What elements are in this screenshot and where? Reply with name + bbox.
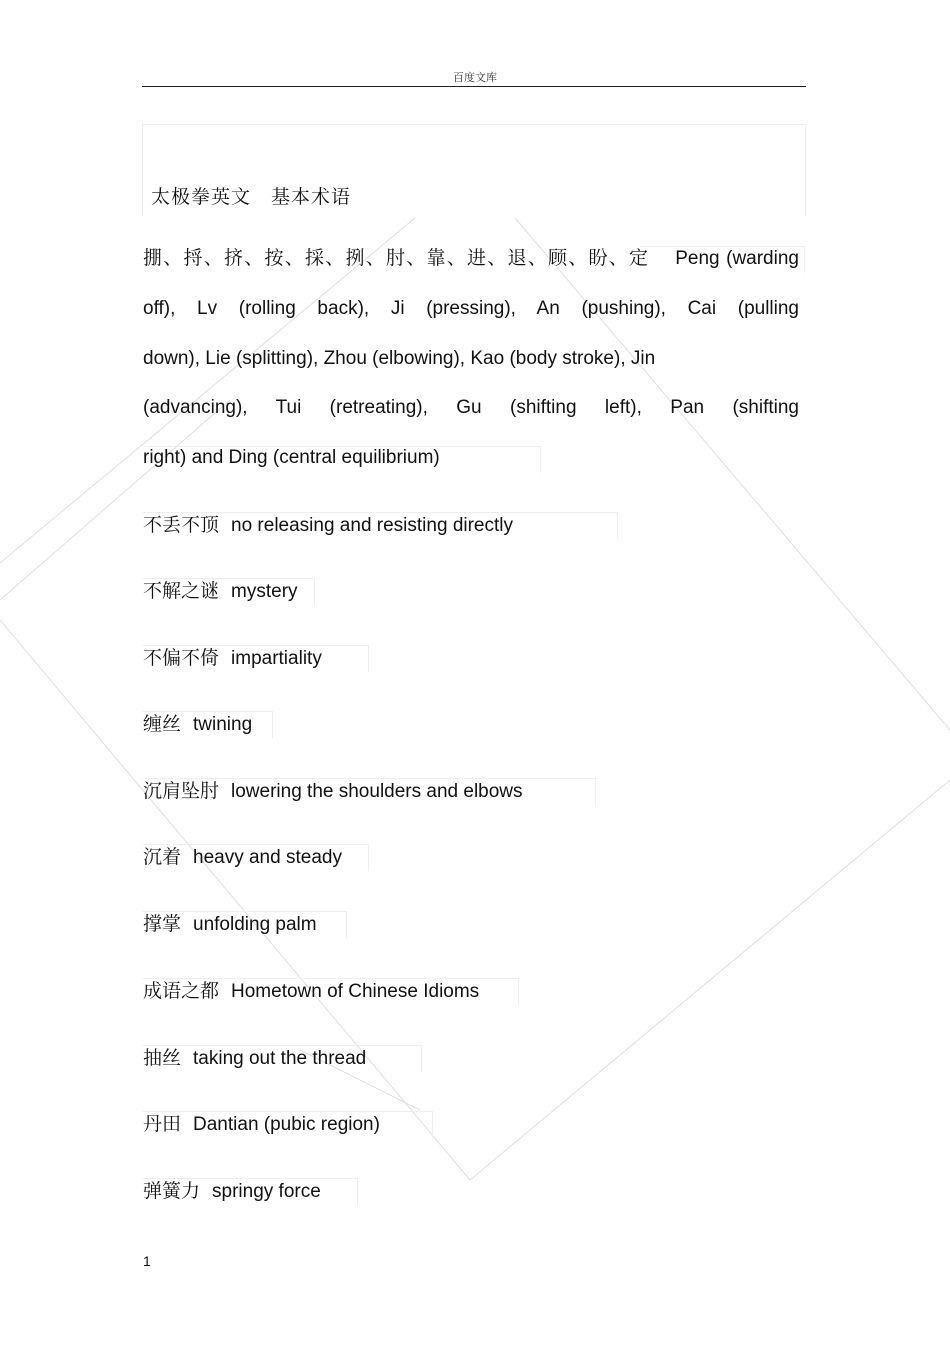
- term-zh: 沉着: [143, 846, 182, 868]
- term-en: Dantian (pubic region): [193, 1114, 380, 1135]
- term-item: [143, 844, 342, 871]
- term-zh: 成语之都: [143, 980, 220, 1002]
- term-item: [143, 1045, 366, 1072]
- term-zh: 丹田: [143, 1113, 182, 1135]
- header-rule: [142, 86, 806, 87]
- term-item: [143, 778, 523, 805]
- term-en: twining: [193, 714, 253, 735]
- term-item: [143, 1111, 380, 1138]
- term-en: unfolding palm: [193, 914, 317, 935]
- term-zh: 弹簧力: [143, 1180, 201, 1202]
- term-zh: 缠丝: [143, 713, 182, 735]
- paragraph-en: Peng (warding: [675, 248, 799, 269]
- term-item: [143, 978, 479, 1005]
- term-en: taking out the thread: [193, 1048, 367, 1069]
- term-item: [143, 911, 317, 938]
- term-zh: 不偏不倚: [143, 647, 220, 669]
- term-zh: 不丢不顶: [143, 514, 220, 536]
- paragraph-line: [143, 245, 799, 272]
- term-item: [143, 512, 513, 539]
- paragraph-zh: 掤、捋、挤、按、採、挒、肘、靠、进、退、顾、盼、定: [143, 247, 650, 269]
- term-zh: 撑掌: [143, 913, 182, 935]
- term-en: mystery: [231, 581, 298, 602]
- page-number: 1: [143, 1253, 151, 1269]
- term-item: [143, 1178, 321, 1205]
- term-en: springy force: [212, 1181, 321, 1202]
- term-en: Hometown of Chinese Idioms: [231, 981, 480, 1002]
- term-en: no releasing and resisting directly: [231, 515, 514, 536]
- term-zh: 抽丝: [143, 1047, 182, 1069]
- paragraph-line: right) and Ding (central equilibrium): [143, 447, 440, 468]
- term-zh: 不解之谜: [143, 580, 220, 602]
- term-item: [143, 711, 252, 738]
- document-title: 太极拳英文 基本术语: [151, 186, 352, 208]
- paragraph-line: (advancing), Tui (retreating), Gu (shifting left), Pan (shifting: [143, 397, 799, 418]
- term-en: lowering the shoulders and elbows: [231, 781, 523, 802]
- paragraph-line: off), Lv (rolling back), Ji (pressing), An (pushing), Cai (pulling: [143, 298, 799, 319]
- term-item: [143, 578, 298, 605]
- header-text: 百度文库: [453, 71, 497, 84]
- term-item: [143, 645, 322, 672]
- term-en: impartiality: [231, 648, 322, 669]
- term-en: heavy and steady: [193, 847, 342, 868]
- paragraph-line: down), Lie (splitting), Zhou (elbowing), Kao (body stroke), Jin: [143, 348, 656, 369]
- term-zh: 沉肩坠肘: [143, 780, 220, 802]
